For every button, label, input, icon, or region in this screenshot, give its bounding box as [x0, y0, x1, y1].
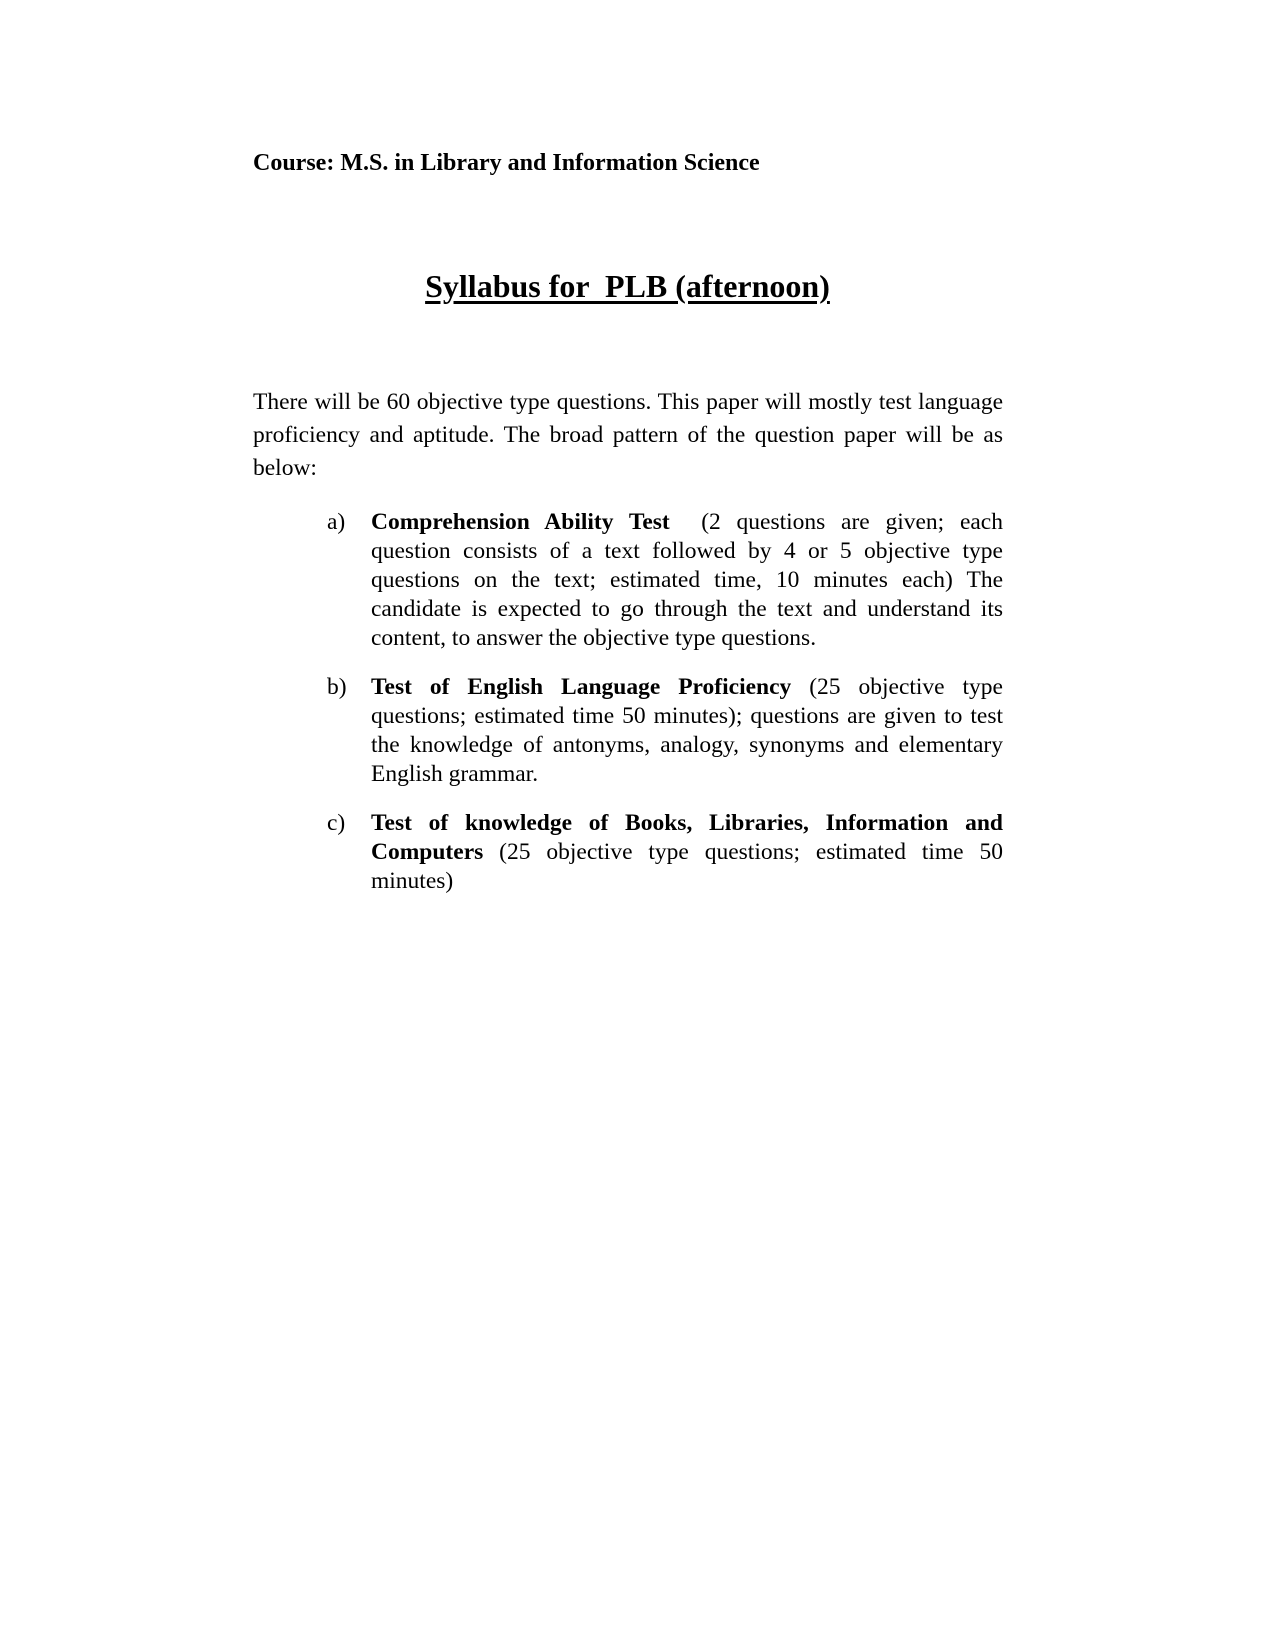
item-heading: Comprehension Ability Test [371, 509, 670, 535]
item-text: (2 questions are given; each question consists of a text followed by 4 or 5 objective type questions on the text; estimated time, 10 minutes each) The candidate is expected to go through the text and understand its content, to answer the objective type questions. [371, 509, 1009, 651]
item-text: (25 objective type questions; estimated time 50 minutes) [371, 839, 1009, 894]
course-heading: Course: M.S. in Library and Information Science [253, 150, 760, 176]
syllabus-list [253, 508, 1009, 916]
intro-paragraph: There will be 60 objective type questions. This paper will mostly test language proficiency and aptitude. The broad pattern of the question paper will be as below: [253, 389, 1003, 481]
list-item [253, 809, 1009, 896]
list-marker: b) [327, 674, 347, 700]
item-heading: Test of English Language Proficiency [371, 674, 792, 700]
list-item [253, 508, 1009, 653]
page-title: Syllabus for PLB (afternoon) [425, 268, 830, 304]
item-text: (25 objective type questions; estimated time 50 minutes); questions are given to test the knowledge of antonyms, analogy, synonyms and elementary English grammar. [371, 674, 1009, 787]
item-heading: Test of knowledge of Books, Libraries, Information and Computers [371, 810, 1003, 865]
list-item [253, 673, 1009, 789]
list-marker: c) [327, 810, 346, 836]
list-marker: a) [327, 509, 346, 535]
